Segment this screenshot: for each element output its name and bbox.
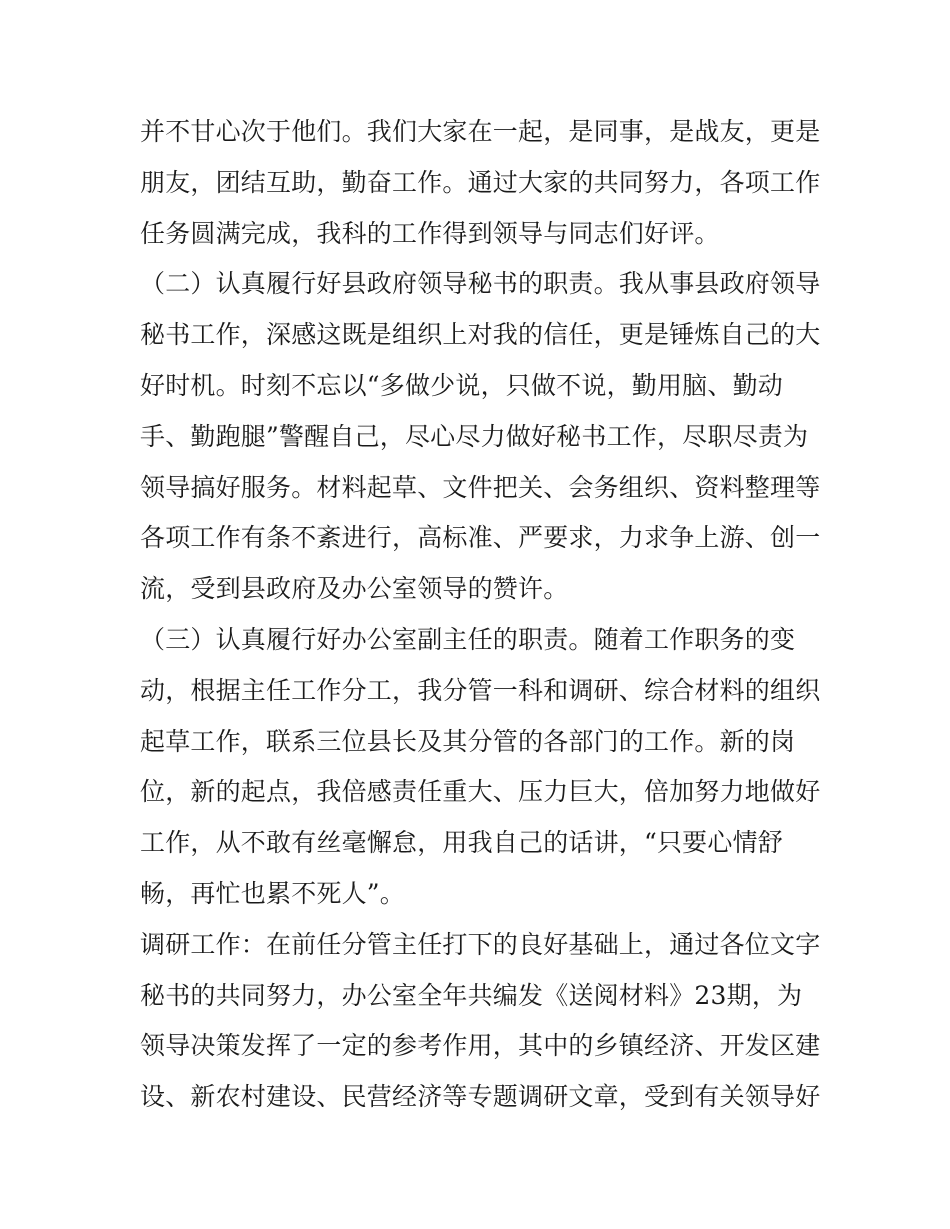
text-line: 流，受到县政府及办公室领导的赞许。 — [140, 574, 569, 604]
text-line: 手、勤跑腿”警醒自己，尽心尽力做好秘书工作，尽职尽责为 — [140, 421, 809, 451]
text-line: 设、新农村建设、民营经济等专题调研文章，受到有关领导好 — [140, 1082, 821, 1112]
text-line: 畅，再忙也累不死人”。 — [140, 878, 405, 908]
text-line: 领导搞好服务。材料起草、文件把关、会务组织、资料整理等 — [140, 472, 821, 502]
text-line: 调研工作：在前任分管主任打下的良好基础上，通过各位文字 — [140, 929, 821, 959]
text-line: 起草工作，联系三位县长及其分管的各部门的工作。新的岗 — [140, 726, 796, 756]
text-line: （二）认真履行好县政府领导秘书的职责。我从事县政府领导 — [140, 269, 821, 299]
text-line: 位，新的起点，我倍感责任重大、压力巨大，倍加努力地做好 — [140, 777, 821, 807]
text-line: 秘书工作，深感这既是组织上对我的信任，更是锤炼自己的大 — [140, 320, 821, 350]
text-line: 各项工作有条不紊进行，高标准、严要求，力求争上游、创一 — [140, 523, 821, 553]
text-line: 任务圆满完成，我科的工作得到领导与同志们好评。 — [140, 218, 720, 248]
text-line: 动，根据主任工作分工，我分管一科和调研、综合材料的组织 — [140, 675, 821, 705]
text-line: 领导决策发挥了一定的参考作用，其中的乡镇经济、开发区建 — [140, 1031, 821, 1061]
text-line: 并不甘心次于他们。我们大家在一起，是同事，是战友，更是 — [140, 117, 821, 146]
text-line: 工作，从不敢有丝毫懈怠，用我自己的话讲，“只要心情舒 — [140, 828, 783, 858]
text-line: （三）认真履行好办公室副主任的职责。随着工作职务的变 — [140, 624, 796, 654]
text-line: 好时机。时刻不忘以“多做少说，只做不说，勤用脑、勤动 — [140, 370, 783, 400]
text-line: 朋友，团结互助，勤奋工作。通过大家的共同努力，各项工作 — [140, 167, 821, 197]
text-line: 秘书的共同努力，办公室全年共编发《送阅材料》23期，为 — [140, 980, 803, 1010]
document-body — [140, 107, 820, 1123]
